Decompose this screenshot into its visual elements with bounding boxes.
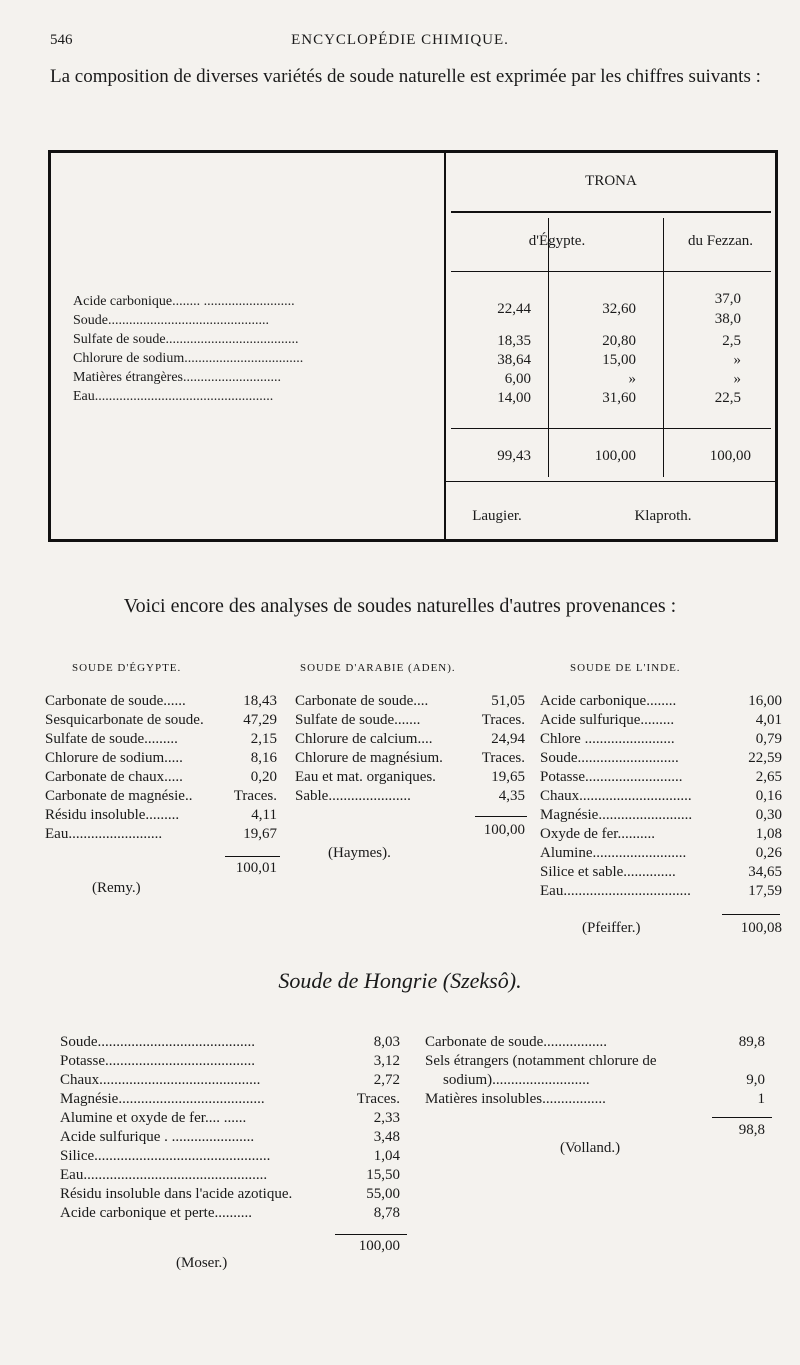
sum-rule	[722, 914, 780, 915]
list-item: Soude.......................................... 8,03	[60, 1034, 400, 1050]
col-fezzan: du Fezzan.	[688, 233, 753, 249]
cell-value: 22,44	[497, 301, 531, 317]
cell-value: 2,5	[722, 333, 741, 349]
col-egypte: d'Égypte.	[528, 233, 586, 249]
table-rule	[451, 271, 771, 272]
intro-paragraph: La composition de diverses variétés de soude naturelle est exprimée par les chiffres suivants :	[50, 66, 761, 87]
author-remy: (Remy.)	[92, 880, 141, 896]
list-item: Eau................................................. 15,50	[60, 1167, 400, 1183]
table-rule	[451, 211, 771, 213]
col-divider	[663, 218, 664, 477]
row-label: Matières étrangères............................	[73, 370, 281, 385]
list-item: Eau et mat. organiques. 19,65	[295, 769, 525, 785]
list-item: Acide carbonique........ 16,00	[540, 693, 782, 709]
list-item: Silice............................................... 1,04	[60, 1148, 400, 1164]
row-label: Soude..............................................	[73, 313, 269, 328]
inde-list	[540, 692, 782, 901]
cell-value: 38,64	[497, 352, 531, 368]
list-item: Eau.................................. 17,59	[540, 883, 782, 899]
list-item: Carbonate de chaux..... 0,20	[45, 769, 277, 785]
trona-group-label: TRONA	[585, 173, 637, 189]
cell-value: »	[733, 352, 741, 368]
total-value: 99,43	[497, 448, 531, 464]
list-item: Carbonate de soude...... 18,43	[45, 693, 277, 709]
list-item: Magnésie......................... 0,30	[540, 807, 782, 823]
moser-total: 100,00	[358, 1238, 400, 1254]
row-label: Eau...................................................	[73, 389, 274, 404]
total-value: 100,00	[709, 448, 751, 464]
egypte-list	[45, 692, 277, 844]
list-item: Chaux.............................. 0,16	[540, 788, 782, 804]
section-title: Voici encore des analyses de soudes naturelles d'autres provenances :	[123, 595, 677, 617]
cell-value: 37,0	[714, 291, 741, 307]
list-item: Résidu insoluble dans l'acide azotique. 55,00	[60, 1186, 400, 1202]
table-rule	[451, 428, 771, 429]
list-item: Chlorure de calcium.... 24,94	[295, 731, 525, 747]
arabie-list	[295, 692, 525, 806]
list-item: Acide sulfurique . ...................... 3,48	[60, 1129, 400, 1145]
list-item: Potasse........................................ 3,12	[60, 1053, 400, 1069]
cell-value: 31,60	[602, 390, 636, 406]
sum-rule	[475, 816, 527, 817]
cell-value: 32,60	[602, 301, 636, 317]
list-item: Oxyde de fer.......... 1,08	[540, 826, 782, 842]
sum-rule	[335, 1234, 407, 1235]
inde-total: 100,08	[740, 920, 782, 936]
list-item: Chlorure de magnésium. Traces.	[295, 750, 525, 766]
list-item: Sesquicarbonate de soude. 47,29	[45, 712, 277, 728]
volland-total: 98,8	[738, 1122, 765, 1138]
running-title: ENCYCLOPÉDIE CHIMIQUE.	[291, 32, 509, 48]
total-value: 100,00	[594, 448, 636, 464]
volland-list	[425, 1033, 765, 1109]
cell-value: 6,00	[504, 371, 531, 387]
author-volland: (Volland.)	[560, 1140, 621, 1156]
sum-rule	[712, 1117, 772, 1118]
heading-egypte: SOUDE D'ÉGYPTE.	[72, 662, 182, 674]
col-divider	[548, 218, 549, 477]
cell-value: »	[628, 371, 636, 387]
list-item: Carbonate de magnésie.. Traces.	[45, 788, 277, 804]
author-laugier: Laugier.	[472, 508, 522, 524]
list-item: Silice et sable.............. 34,65	[540, 864, 782, 880]
hongrie-title: Soude de Hongrie (Szeksô).	[278, 968, 522, 993]
list-item: Matières insolubles................. 1	[425, 1091, 765, 1107]
list-item: Soude........................... 22,59	[540, 750, 782, 766]
list-item: Acide sulfurique......... 4,01	[540, 712, 782, 728]
list-item: Eau......................... 19,67	[45, 826, 277, 842]
heading-inde: SOUDE DE L'INDE.	[570, 662, 681, 674]
cell-value: 22,5	[714, 390, 741, 406]
egypte-total: 100,01	[235, 860, 277, 876]
cell-value: »	[733, 371, 741, 387]
list-item: Chlore ........................ 0,79	[540, 731, 782, 747]
list-item: Sable...................... 4,35	[295, 788, 525, 804]
row-label: Acide carbonique........ ..........................	[73, 294, 295, 309]
list-item: sodium).......................... 9,0	[443, 1072, 765, 1088]
table-rule	[446, 481, 776, 482]
list-item: Magnésie....................................... Traces.	[60, 1091, 400, 1107]
row-label: Sulfate de soude......................................	[73, 332, 299, 347]
row-label: Chlorure de sodium..................................	[73, 351, 304, 366]
cell-value: 20,80	[602, 333, 636, 349]
author-pfeiffer: (Pfeiffer.)	[582, 920, 641, 936]
list-item: Potasse.......................... 2,65	[540, 769, 782, 785]
list-item: Acide carbonique et perte.......... 8,78	[60, 1205, 400, 1221]
cell-value: 14,00	[497, 390, 531, 406]
arabie-total: 100,00	[483, 822, 525, 838]
list-item: Résidu insoluble......... 4,11	[45, 807, 277, 823]
list-item: Sulfate de soude....... Traces.	[295, 712, 525, 728]
list-item: Alumine......................... 0,26	[540, 845, 782, 861]
heading-arabie: SOUDE D'ARABIE (ADEN).	[300, 662, 456, 674]
cell-value: 38,0	[714, 311, 741, 327]
list-item: Carbonate de soude.... 51,05	[295, 693, 525, 709]
moser-list	[60, 1033, 400, 1223]
trona-table	[48, 150, 778, 542]
list-item: Chlorure de sodium..... 8,16	[45, 750, 277, 766]
author-haymes: (Haymes).	[328, 845, 391, 861]
list-item: Sulfate de soude......... 2,15	[45, 731, 277, 747]
list-item: Alumine et oxyde de fer.... ...... 2,33	[60, 1110, 400, 1126]
cell-value: 18,35	[497, 333, 531, 349]
sum-rule	[225, 856, 280, 857]
list-item: Chaux........................................... 2,72	[60, 1072, 400, 1088]
author-moser: (Moser.)	[176, 1255, 228, 1271]
page-number: 546	[50, 32, 73, 48]
author-klaproth: Klaproth.	[634, 508, 692, 524]
list-item: Sels étrangers (notamment chlorure de	[425, 1053, 657, 1069]
cell-value: 15,00	[602, 352, 636, 368]
list-item: Carbonate de soude................. 89,8	[425, 1034, 765, 1050]
